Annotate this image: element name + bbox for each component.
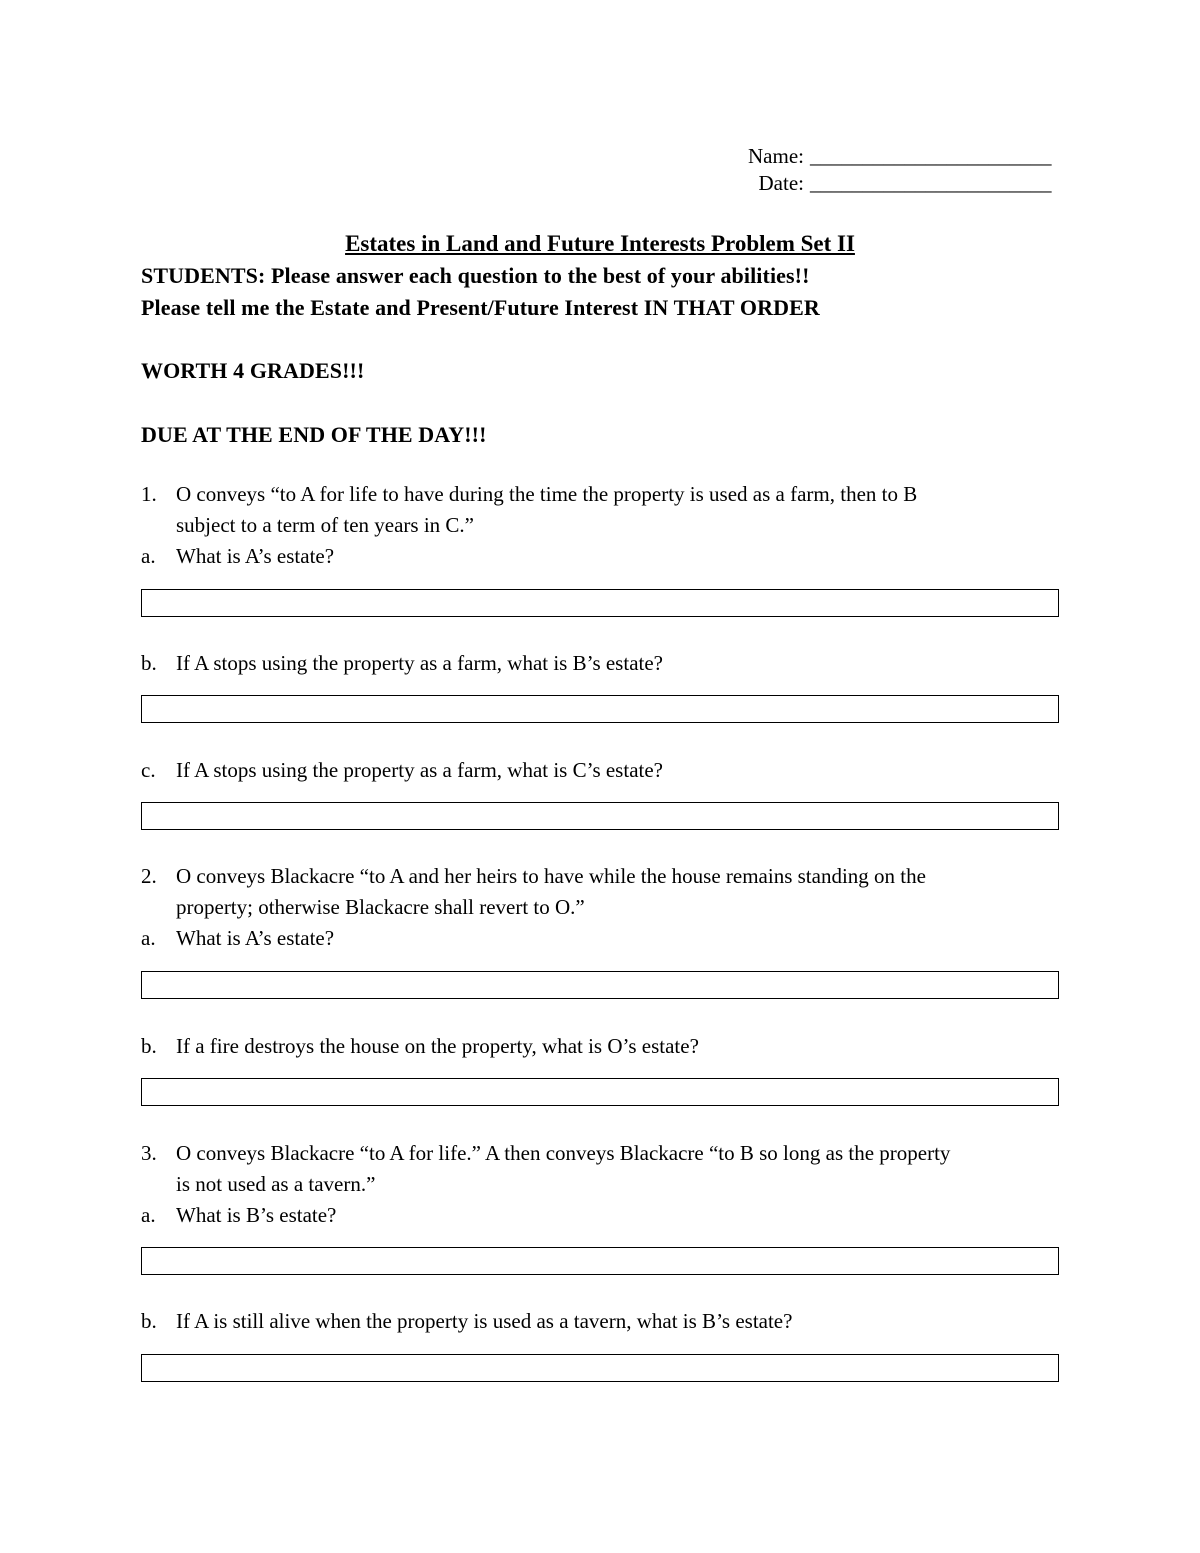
part-letter: c. [141,758,156,782]
question-number: 1. [141,482,157,506]
part-question: If A stops using the property as a farm, what is B’s estate? [176,651,663,675]
part-letter: a. [141,1203,156,1227]
page-title: Estates in Land and Future Interests Problem Set II [345,231,855,256]
part-letter: a. [141,544,156,568]
answer-box-2b[interactable] [141,1078,1059,1106]
part-question: What is A’s estate? [176,926,335,950]
due-notice: DUE AT THE END OF THE DAY!!! [141,422,487,447]
question-text-line: O conveys Blackacre “to A and her heirs to have while the house remains standing on the [176,864,926,888]
answer-box-1c[interactable] [141,802,1059,830]
question-number: 2. [141,864,157,888]
question-text-line: property; otherwise Blackacre shall revert to O.” [176,895,585,919]
name-field[interactable]: _______________________ [810,144,1052,168]
part-question: If A stops using the property as a farm, what is C’s estate? [176,758,663,782]
answer-box-1b[interactable] [141,695,1059,723]
question-text-line: subject to a term of ten years in C.” [176,513,474,537]
instruction-line-1: STUDENTS: Please answer each question to the best of your abilities!! [141,263,810,288]
answer-box-2a[interactable] [141,971,1059,999]
part-letter: a. [141,926,156,950]
part-question: If A is still alive when the property is used as a tavern, what is B’s estate? [176,1309,793,1333]
part-letter: b. [141,651,157,675]
instruction-line-2: Please tell me the Estate and Present/Future Interest IN THAT ORDER [141,295,820,320]
answer-box-1a[interactable] [141,589,1059,617]
part-question: If a fire destroys the house on the property, what is O’s estate? [176,1034,699,1058]
worth-notice: WORTH 4 GRADES!!! [141,358,365,383]
question-number: 3. [141,1141,157,1165]
question-text-line: O conveys “to A for life to have during the time the property is used as a farm, then to B [176,482,918,506]
part-letter: b. [141,1034,157,1058]
answer-box-3a[interactable] [141,1247,1059,1275]
part-question: What is A’s estate? [176,544,335,568]
answer-box-3b[interactable] [141,1354,1059,1382]
part-letter: b. [141,1309,157,1333]
date-field[interactable]: _______________________ [810,171,1052,195]
name-label: Name: [748,144,804,168]
part-question: What is B’s estate? [176,1203,337,1227]
date-label: Date: [758,171,804,195]
question-text-line: O conveys Blackacre “to A for life.” A then conveys Blackacre “to B so long as the property [176,1141,951,1165]
question-text-line: is not used as a tavern.” [176,1172,376,1196]
